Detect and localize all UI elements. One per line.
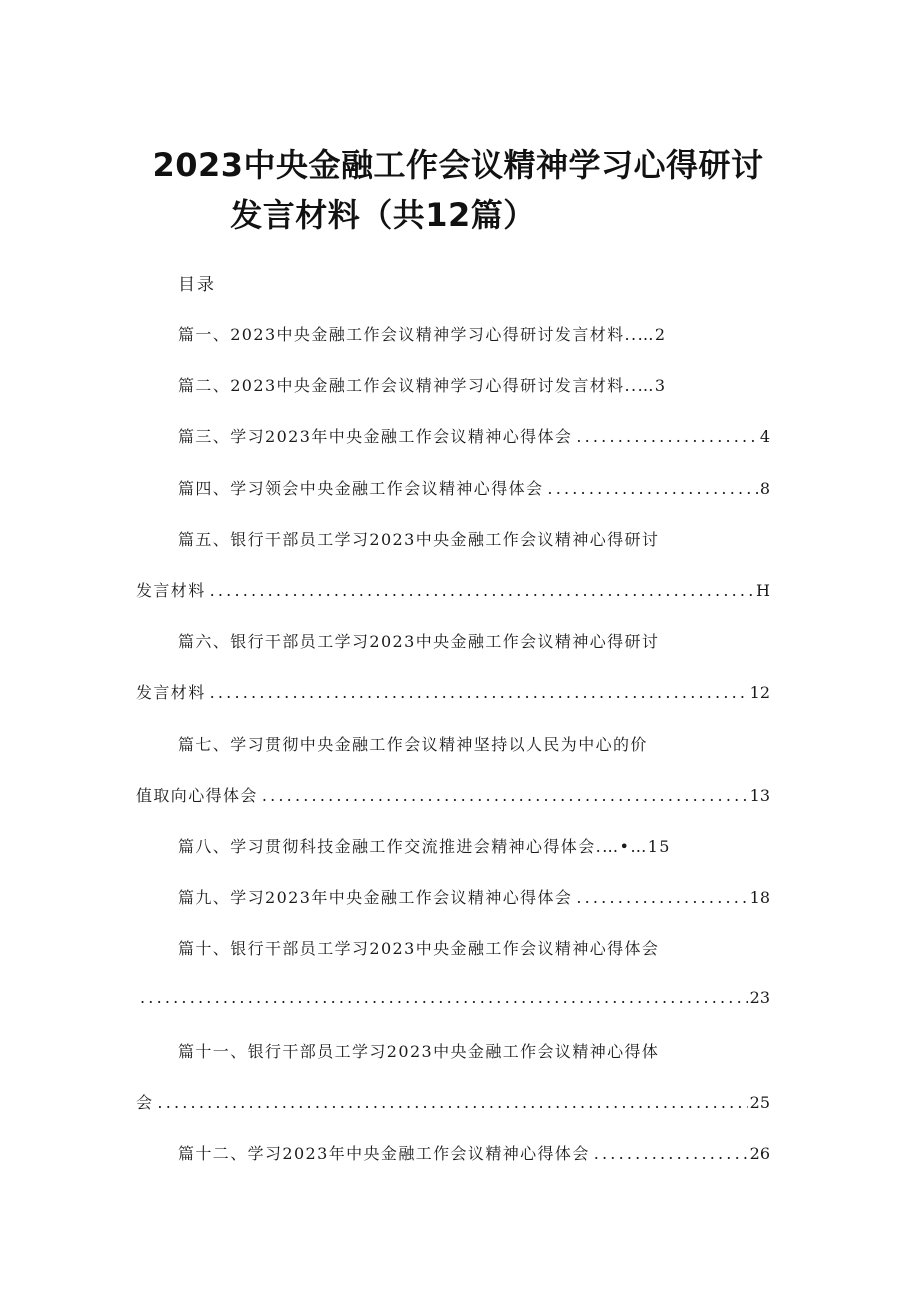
toc-page-number: 23 (749, 988, 770, 1007)
toc-entry-line[interactable] (178, 373, 770, 399)
toc-entry-text: 篇七、学习贯彻中央金融工作会议精神坚持以人民为中心的价 (178, 735, 648, 754)
toc-entry-text: 篇四、学习领会中央金融工作会议精神心得体会 (178, 479, 544, 498)
toc-page-number: 25 (749, 1093, 770, 1112)
toc-dot-leader (140, 988, 748, 1007)
toc-page-number: 26 (749, 1144, 770, 1163)
toc-dot-leader (576, 427, 757, 446)
toc-entry-line[interactable] (178, 885, 770, 911)
toc-entry-line[interactable] (178, 936, 770, 962)
toc-entry-text: 篇三、学习2023年中央金融工作会议精神心得体会 (178, 427, 573, 446)
toc-entry-text: 篇十一、银行干部员工学习2023中央金融工作会议精神心得体 (178, 1042, 660, 1061)
toc-entry-text: 篇五、银行干部员工学习2023中央金融工作会议精神心得研讨 (178, 530, 660, 549)
toc-entry-text: 篇十、银行干部员工学习2023中央金融工作会议精神心得体会 (178, 939, 660, 958)
toc-page-number: H (756, 581, 770, 600)
toc-entry-text: 篇六、银行干部员工学习2023中央金融工作会议精神心得研讨 (178, 632, 660, 651)
toc-dot-leader (262, 786, 748, 805)
toc-entry-line[interactable] (136, 783, 770, 809)
toc-entry-line[interactable] (178, 322, 770, 348)
toc-page-number: 4 (759, 427, 770, 446)
toc-page-number: 18 (749, 888, 770, 907)
toc-entry-line[interactable] (178, 1039, 770, 1065)
toc-entry-text: 值取向心得体会 (136, 786, 258, 805)
toc-entry-text: 发言材料 (136, 581, 206, 600)
toc-entry-line[interactable] (136, 988, 770, 1014)
toc-heading: 目录 (178, 275, 216, 295)
toc-entry-line[interactable] (178, 834, 770, 860)
toc-entry-line[interactable] (178, 476, 770, 502)
toc-entry-text: 发言材料 (136, 683, 206, 702)
toc-dot-leader (594, 1144, 748, 1163)
toc-dot-leader (157, 1093, 747, 1112)
toc-dot-leader (210, 683, 748, 702)
document-title-line-1: 2023中央金融工作会议精神学习心得研讨 (152, 146, 764, 184)
toc-entry-line[interactable] (178, 629, 770, 655)
toc-entry-line[interactable] (136, 1090, 770, 1116)
toc-entry-text: 篇八、学习贯彻科技金融工作交流推进会精神心得体会.…•…15 (178, 837, 671, 856)
toc-page-number: 8 (759, 479, 770, 498)
toc-entry-line[interactable] (178, 1141, 770, 1167)
toc-entry-text: 篇一、2023中央金融工作会议精神学习心得研讨发言材料..…2 (178, 325, 667, 344)
toc-page-number: 12 (749, 683, 770, 702)
toc-entry-text: 篇十二、学习2023年中央金融工作会议精神心得体会 (178, 1144, 590, 1163)
toc-entry-text: 篇二、2023中央金融工作会议精神学习心得研讨发言材料..…3 (178, 376, 667, 395)
document-title-line-2: 发言材料（共12篇） (230, 196, 536, 234)
toc-dot-leader (210, 581, 754, 600)
toc-dot-leader (576, 888, 747, 907)
toc-entry-line[interactable] (178, 424, 770, 450)
toc-entry-line[interactable] (136, 578, 770, 604)
toc-entry-text: 篇九、学习2023年中央金融工作会议精神心得体会 (178, 888, 573, 907)
toc-entry-line[interactable] (178, 732, 770, 758)
toc-dot-leader (547, 479, 757, 498)
toc-entry-text: 会 (136, 1093, 154, 1112)
toc-page-number: 13 (749, 786, 770, 805)
toc-entry-line[interactable] (178, 527, 770, 553)
toc-entry-line[interactable] (136, 680, 770, 706)
